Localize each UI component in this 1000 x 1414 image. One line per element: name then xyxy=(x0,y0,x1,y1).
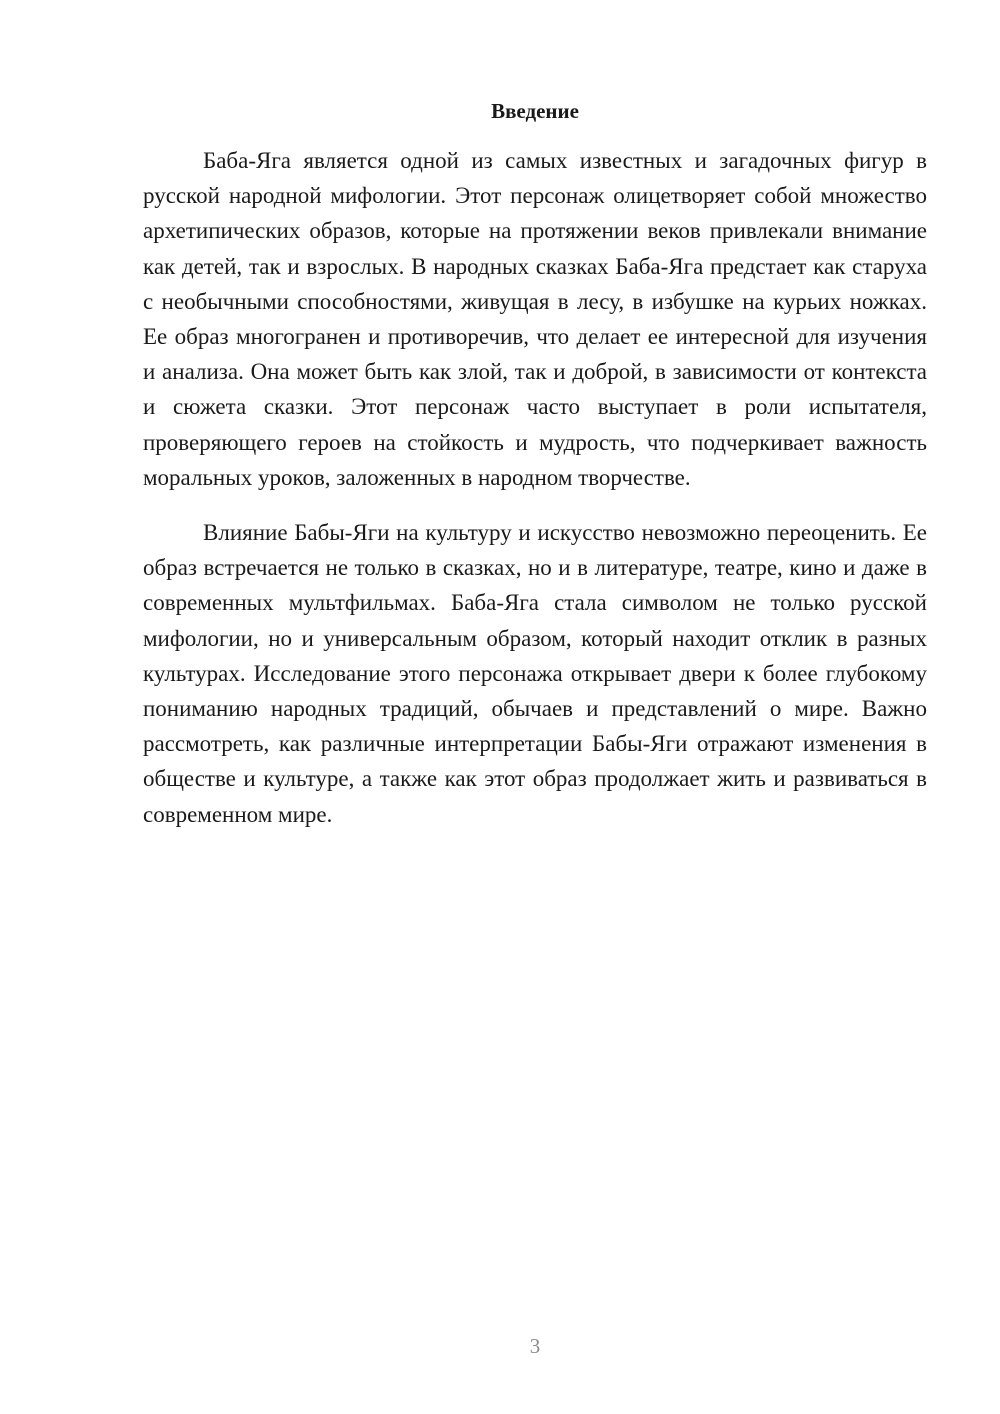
paragraph-2: Влияние Бабы-Яги на культуру и искусство невозможно переоценить. Ее образ встречается не только в сказках, но и в литературе, театре, кино и даже в современных мультфильмах. Баба-Яга стала символом не только русской мифологии, но и универсальным образом, который находит отклик в разных культурах. Исследование этого персонажа открывает двери к более глубокому пониманию народных традиций, обычаев и представлений о мире. Важно рассмотреть, как различные интерпретации Бабы-Яги отражают изменения в обществе и культуре, а также как этот образ продолжает жить и развиваться в современном мире. xyxy=(143,520,927,827)
page-heading: Введение xyxy=(491,99,579,123)
page-number: 3 xyxy=(529,1334,541,1358)
body-text xyxy=(143,143,927,832)
paragraph-1: Баба-Яга является одной из самых известных и загадочных фигур в русской народной мифологии. Этот персонаж олицетворяет собой множество архетипических образов, которые на протяжении веков привлекали внимание как детей, так и взрослых. В народных сказках Баба-Яга предстает как старуха с необычными способностями, живущая в лесу, в избушке на курьих ножках. Ее образ многогранен и противоречив, что делает ее интересной для изучения и анализа. Она может быть как злой, так и доброй, в зависимости от контекста и сюжета сказки. Этот персонаж часто выступает в роли испытателя, проверяющего героев на стойкость и мудрость, что подчеркивает важность моральных уроков, заложенных в народном творчестве. xyxy=(143,148,927,490)
